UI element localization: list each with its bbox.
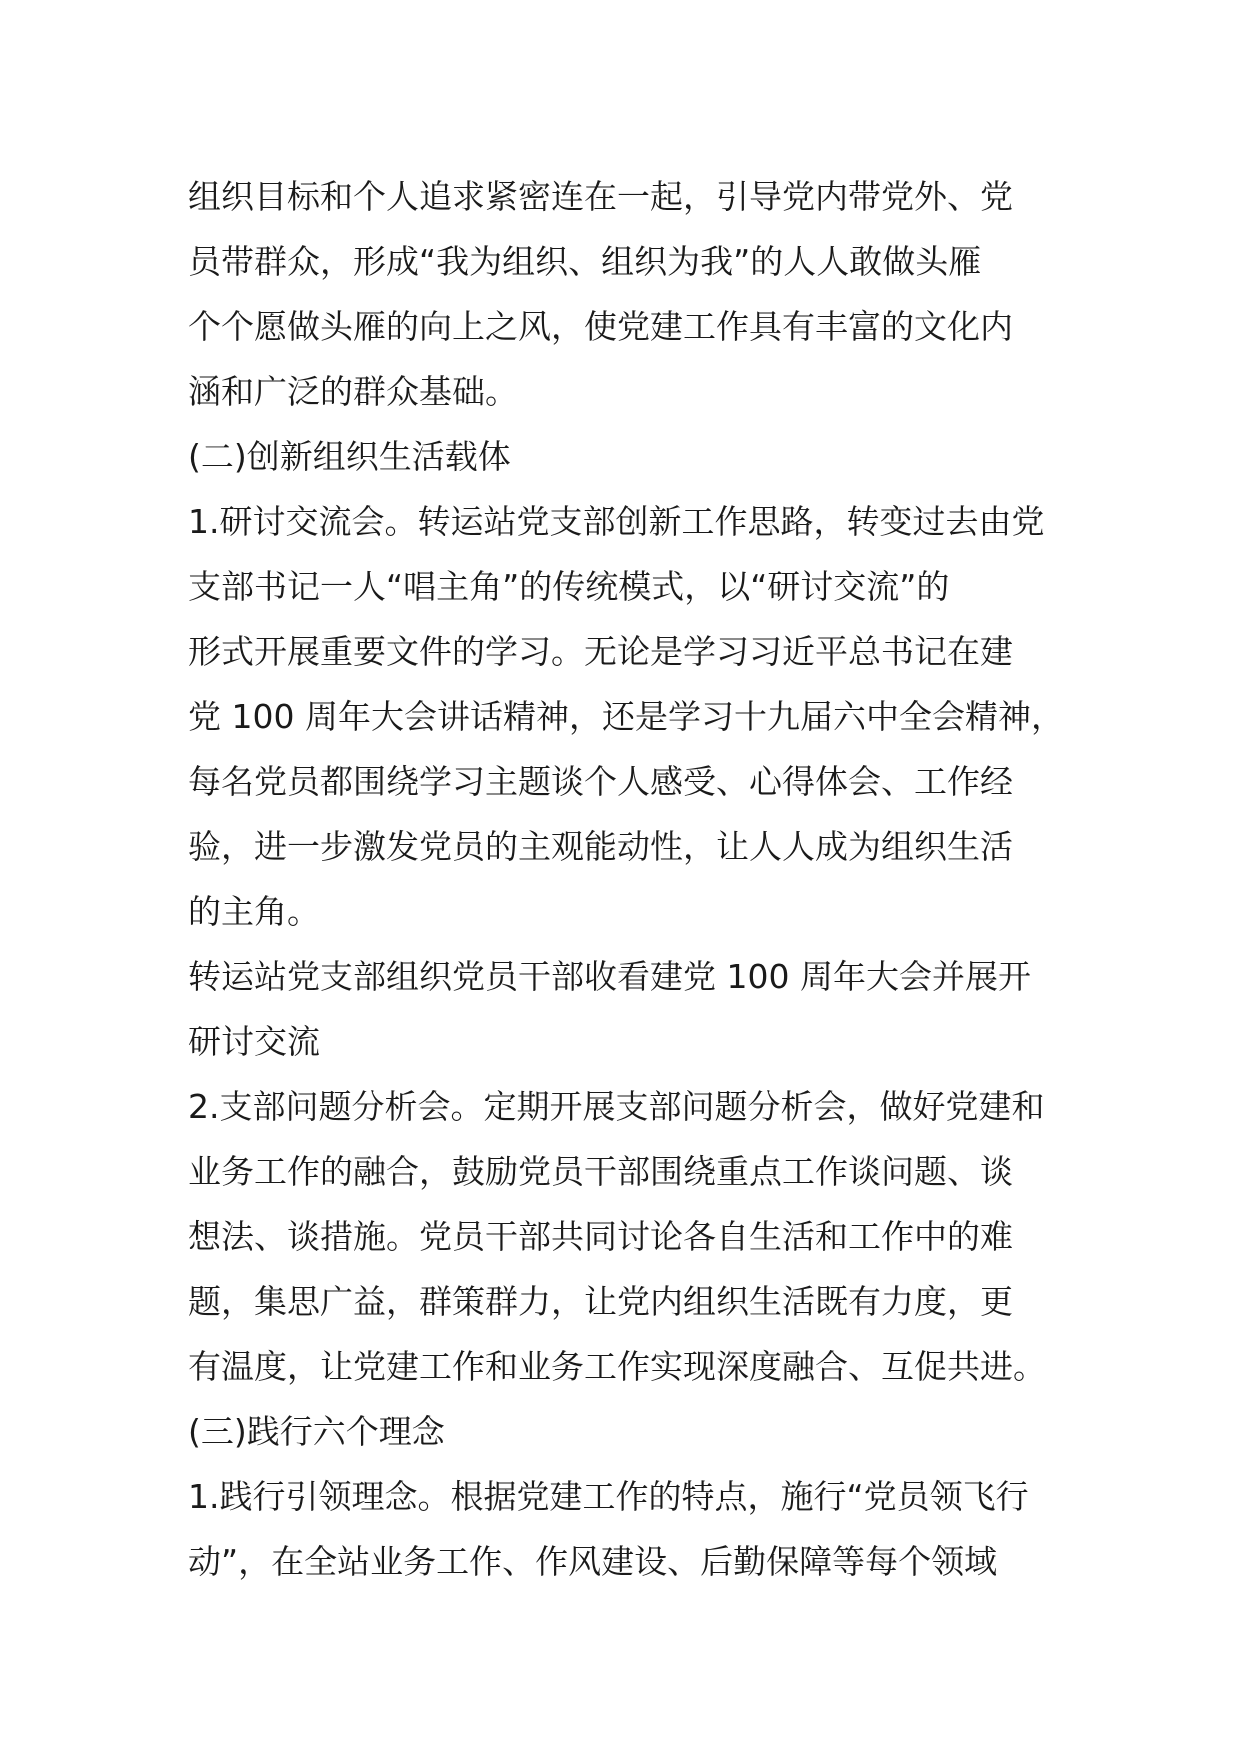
body-line: 题，集思广益，群策群力，让党内组织生活既有力度，更	[188, 1282, 1013, 1321]
body-line: 的主角。	[188, 892, 320, 931]
body-line: 支部书记一人“唱主角”的传统模式，以“研讨交流”的	[188, 567, 950, 606]
body-line: 每名党员都围绕学习主题谈个人感受、心得体会、工作经	[188, 762, 1013, 801]
body-line: 1.践行引领理念。根据党建工作的特点，施行“党员领飞行	[188, 1477, 1029, 1516]
section-heading: (二)创新组织生活载体	[188, 437, 511, 476]
caption-line: 研讨交流	[188, 1022, 320, 1061]
body-line: 1.研讨交流会。转运站党支部创新工作思路，转变过去由党	[188, 502, 1045, 541]
body-line: 形式开展重要文件的学习。无论是学习习近平总书记在建	[188, 632, 1013, 671]
body-line: 2.支部问题分析会。定期开展支部问题分析会，做好党建和	[188, 1087, 1045, 1126]
body-line: 验，进一步激发党员的主观能动性，让人人成为组织生活	[188, 827, 1013, 866]
caption-line: 转运站党支部组织党员干部收看建党 100 周年大会并展开	[188, 957, 1031, 996]
body-line: 组织目标和个人追求紧密连在一起，引导党内带党外、党	[188, 177, 1013, 216]
body-line: 涵和广泛的群众基础。	[188, 372, 518, 411]
section-heading: (三)践行六个理念	[188, 1412, 445, 1451]
body-line: 想法、谈措施。党员干部共同讨论各自生活和工作中的难	[188, 1217, 1013, 1256]
document-body	[188, 164, 1068, 1594]
body-line: 业务工作的融合，鼓励党员干部围绕重点工作谈问题、谈	[188, 1152, 1013, 1191]
body-line: 有温度，让党建工作和业务工作实现深度融合、互促共进。	[188, 1347, 1046, 1386]
body-line: 个个愿做头雁的向上之风，使党建工作具有丰富的文化内	[188, 307, 1013, 346]
body-line: 动”，在全站业务工作、作风建设、后勤保障等每个领域	[188, 1542, 998, 1581]
body-line: 党 100 周年大会讲话精神，还是学习十九届六中全会精神，	[188, 697, 1064, 736]
body-line: 员带群众，形成“我为组织、组织为我”的人人敢做头雁	[188, 242, 982, 281]
